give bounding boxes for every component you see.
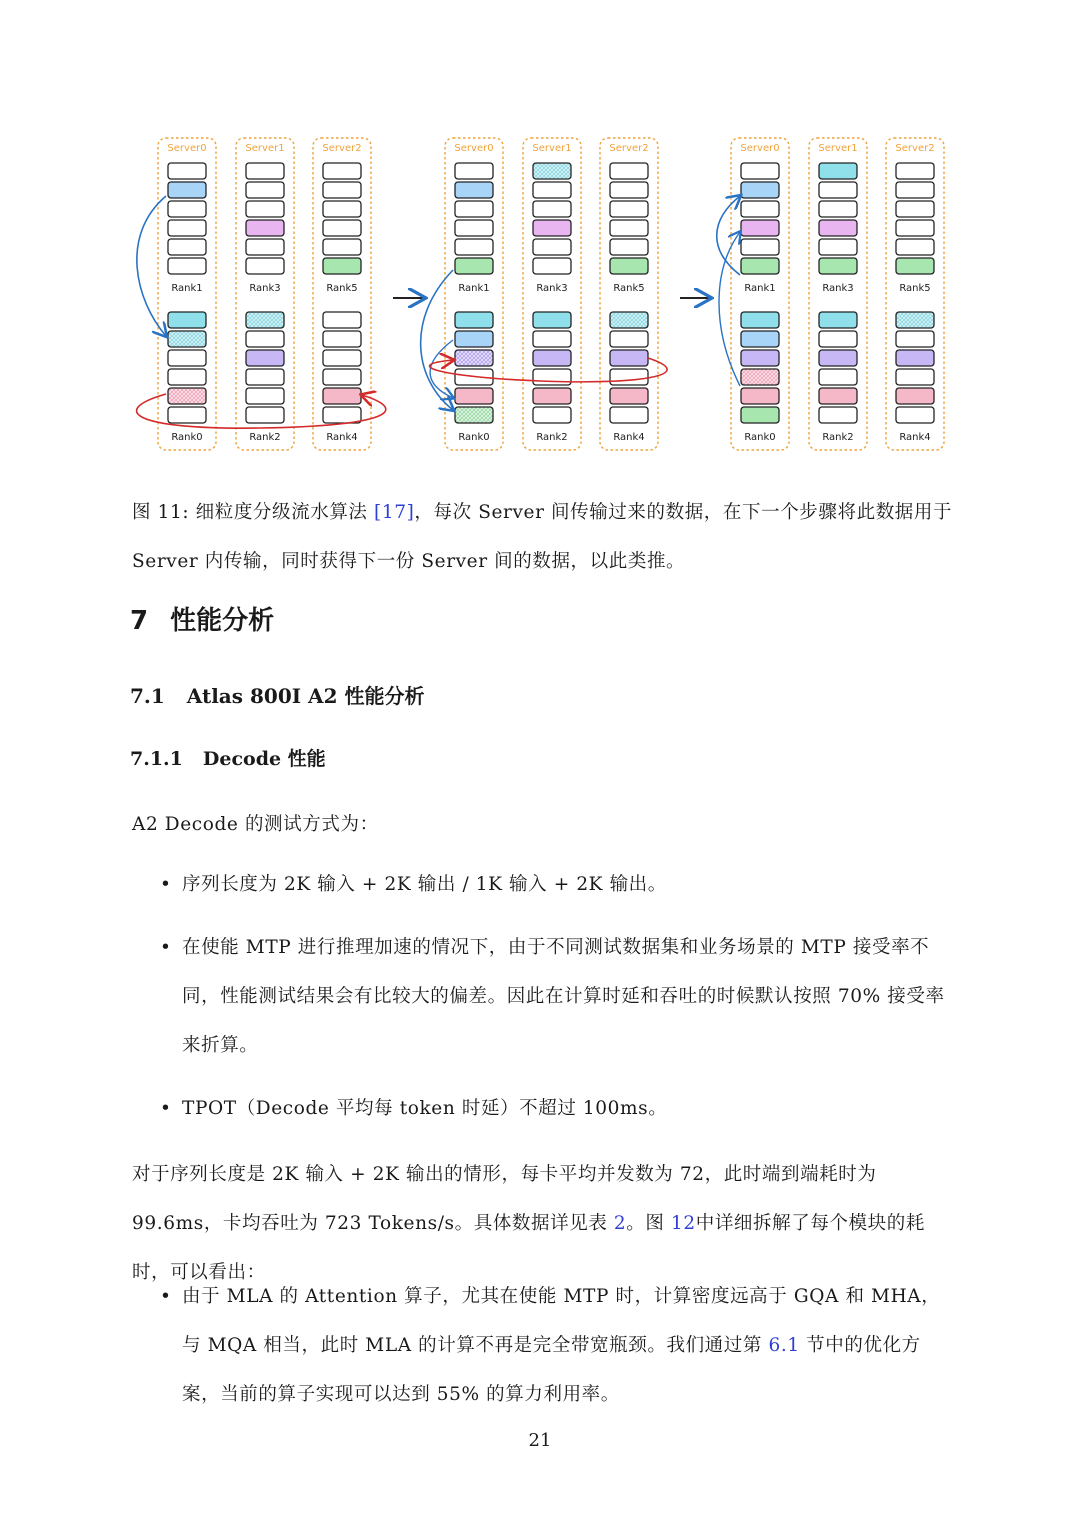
rank-slot — [246, 331, 284, 347]
rank-label: Rank0 — [171, 432, 203, 443]
rank-label: Rank2 — [536, 432, 568, 443]
rank-slot — [610, 369, 648, 385]
server-label: Server0 — [454, 143, 494, 154]
rank-slot — [610, 312, 648, 328]
rank-slot — [533, 258, 571, 274]
rank-slot — [455, 350, 493, 366]
rank-slot — [741, 388, 779, 404]
section-heading — [130, 600, 274, 637]
rank-slot — [610, 163, 648, 179]
rank-slot — [455, 182, 493, 198]
rank-label: Rank0 — [744, 432, 776, 443]
results-text-1: 对于序列长度是 2K 输入 + 2K 输出的情形，每卡平均并发数为 72，此时端到端耗时为 99.6ms，卡均吞吐为 723 Tokens/s。具体数据详见表 — [132, 1164, 877, 1234]
server-label: Server2 — [609, 143, 649, 154]
rank-slot — [819, 331, 857, 347]
rank-slot — [819, 182, 857, 198]
rank-label: Rank0 — [458, 432, 490, 443]
rank-slot — [455, 258, 493, 274]
analysis-text-1: 由于 MLA 的 Attention 算子，尤其在使能 MTP 时，计算密度远高于 GQA 和 MHA，与 MQA 相当，此时 MLA 的计算不再是完全带宽瓶颈。我们通过第 — [182, 1286, 941, 1356]
rank-slot — [610, 350, 648, 366]
rank-slot — [741, 350, 779, 366]
pipeline-figure — [0, 0, 1080, 470]
test-method-list — [160, 860, 955, 1147]
rank-slot — [741, 239, 779, 255]
caption-prefix: 图 11: 细粒度分级流水算法 — [132, 502, 375, 523]
rank-label: Rank4 — [613, 432, 645, 443]
rank-slot — [168, 388, 206, 404]
rank-slot — [323, 388, 361, 404]
rank-slot — [896, 258, 934, 274]
section-number: 7 — [130, 606, 149, 636]
rank-slot — [533, 220, 571, 236]
caption-citation-link[interactable]: [17] — [374, 502, 415, 523]
rank-slot — [246, 258, 284, 274]
rank-slot — [246, 312, 284, 328]
rank-slot — [741, 331, 779, 347]
rank-slot — [896, 201, 934, 217]
rank-slot — [168, 312, 206, 328]
rank-slot — [610, 220, 648, 236]
rank-slot — [741, 182, 779, 198]
rank-slot — [896, 350, 934, 366]
rank-slot — [819, 258, 857, 274]
intra-server-arrow — [137, 196, 166, 336]
rank-slot — [455, 163, 493, 179]
rank-slot — [246, 220, 284, 236]
rank-slot — [896, 331, 934, 347]
analysis-text-2: 节中的优化方案，当前的算子实现可以达到 55% 的算力利用率。 — [182, 1335, 921, 1405]
intra-server-arrow — [717, 196, 740, 275]
rank-slot — [533, 350, 571, 366]
rank-slot — [741, 312, 779, 328]
rank-slot — [323, 312, 361, 328]
rank-slot — [896, 163, 934, 179]
rank-label: Rank5 — [613, 283, 645, 294]
rank-slot — [610, 388, 648, 404]
section-title: 性能分析 — [170, 606, 275, 636]
list-item: • 序列长度为 2K 输入 + 2K 输出 / 1K 输入 + 2K 输出。 — [160, 860, 955, 909]
rank-slot — [246, 388, 284, 404]
subsection-heading — [130, 680, 424, 709]
rank-slot — [246, 407, 284, 423]
rank-label: Rank2 — [822, 432, 854, 443]
page-number: 21 — [528, 1430, 552, 1451]
rank-slot — [455, 220, 493, 236]
table-ref-link[interactable]: 2 — [613, 1213, 627, 1234]
rank-slot — [533, 312, 571, 328]
rank-slot — [819, 407, 857, 423]
rank-slot — [246, 163, 284, 179]
rank-slot — [246, 239, 284, 255]
rank-slot — [819, 239, 857, 255]
rank-label: Rank4 — [899, 432, 931, 443]
rank-slot — [741, 258, 779, 274]
rank-slot — [610, 182, 648, 198]
subsection-number: 7.1 — [130, 684, 165, 708]
analysis-list — [160, 1272, 955, 1433]
rank-slot — [323, 239, 361, 255]
results-text-3: 中详细拆解了每个模块的耗时，可以看出： — [132, 1213, 925, 1283]
server-label: Server0 — [740, 143, 780, 154]
rank-slot — [168, 220, 206, 236]
rank-slot — [819, 388, 857, 404]
rank-slot — [896, 182, 934, 198]
server-label: Server1 — [818, 143, 858, 154]
rank-slot — [819, 220, 857, 236]
rank-label: Rank2 — [249, 432, 281, 443]
rank-slot — [533, 239, 571, 255]
rank-slot — [819, 201, 857, 217]
rank-slot — [168, 369, 206, 385]
rank-slot — [819, 369, 857, 385]
subsection-title: Atlas 800I A2 性能分析 — [186, 684, 425, 708]
rank-slot — [323, 258, 361, 274]
rank-label: Rank5 — [899, 283, 931, 294]
rank-label: Rank3 — [536, 283, 568, 294]
rank-slot — [168, 239, 206, 255]
rank-slot — [896, 220, 934, 236]
rank-slot — [246, 182, 284, 198]
rank-slot — [323, 201, 361, 217]
rank-slot — [168, 350, 206, 366]
rank-slot — [896, 407, 934, 423]
rank-slot — [610, 239, 648, 255]
rank-slot — [533, 163, 571, 179]
rank-slot — [323, 163, 361, 179]
rank-slot — [533, 388, 571, 404]
subsubsection-title: Decode 性能 — [202, 748, 326, 770]
rank-slot — [323, 350, 361, 366]
rank-label: Rank5 — [326, 283, 358, 294]
rank-slot — [610, 407, 648, 423]
section-ref-link[interactable]: 6.1 — [768, 1335, 800, 1356]
rank-slot — [533, 331, 571, 347]
rank-slot — [323, 407, 361, 423]
rank-slot — [168, 258, 206, 274]
list-item — [160, 1272, 955, 1419]
rank-slot — [455, 239, 493, 255]
rank-slot — [533, 369, 571, 385]
rank-slot — [819, 350, 857, 366]
server-label: Server1 — [245, 143, 285, 154]
server-label: Server0 — [167, 143, 207, 154]
rank-slot — [610, 331, 648, 347]
rank-slot — [246, 201, 284, 217]
server-label: Server2 — [322, 143, 362, 154]
rank-slot — [323, 369, 361, 385]
rank-label: Rank3 — [822, 283, 854, 294]
rank-label: Rank1 — [744, 283, 776, 294]
rank-slot — [610, 258, 648, 274]
figure-caption — [132, 488, 962, 586]
rank-slot — [168, 163, 206, 179]
rank-slot — [323, 220, 361, 236]
server-label: Server1 — [532, 143, 572, 154]
rank-slot — [741, 220, 779, 236]
rank-slot — [741, 163, 779, 179]
rank-slot — [741, 201, 779, 217]
results-text-2: 。图 — [626, 1213, 671, 1234]
rank-slot — [323, 182, 361, 198]
rank-slot — [455, 312, 493, 328]
rank-slot — [896, 388, 934, 404]
rank-slot — [533, 201, 571, 217]
rank-label: Rank3 — [249, 283, 281, 294]
rank-slot — [455, 331, 493, 347]
rank-slot — [533, 407, 571, 423]
rank-label: Rank1 — [171, 283, 203, 294]
subsubsection-number: 7.1.1 — [130, 748, 183, 770]
rank-slot — [741, 369, 779, 385]
rank-slot — [246, 369, 284, 385]
list-item: • TPOT（Decode 平均每 token 时延）不超过 100ms。 — [160, 1084, 955, 1133]
rank-label: Rank4 — [326, 432, 358, 443]
rank-slot — [533, 182, 571, 198]
subsubsection-heading — [130, 744, 326, 771]
rank-slot — [610, 201, 648, 217]
rank-slot — [168, 201, 206, 217]
rank-slot — [168, 182, 206, 198]
rank-slot — [168, 331, 206, 347]
rank-slot — [819, 312, 857, 328]
rank-slot — [896, 312, 934, 328]
server-label: Server2 — [895, 143, 935, 154]
intra-server-arrow — [421, 270, 453, 410]
intro-paragraph: A2 Decode 的测试方式为： — [132, 814, 379, 835]
rank-slot — [896, 239, 934, 255]
rank-slot — [896, 369, 934, 385]
rank-label: Rank1 — [458, 283, 490, 294]
rank-slot — [741, 407, 779, 423]
rank-slot — [819, 163, 857, 179]
rank-slot — [246, 350, 284, 366]
list-item: • 在使能 MTP 进行推理加速的情况下，由于不同测试数据集和业务场景的 MTP 接受率不同，性能测试结果会有比较大的偏差。因此在计算时延和吞吐的时候默认按照 70% 接受率来折算。 — [160, 923, 955, 1070]
rank-slot — [455, 407, 493, 423]
figure-ref-link[interactable]: 12 — [670, 1213, 696, 1234]
rank-slot — [455, 388, 493, 404]
rank-slot — [455, 201, 493, 217]
rank-slot — [168, 407, 206, 423]
rank-slot — [323, 331, 361, 347]
caption-text: ，每次 Server 间传输过来的数据，在下一个步骤将此数据用于 Server 内传输，同时获得下一份 Server 间的数据，以此类推。 — [132, 502, 953, 572]
